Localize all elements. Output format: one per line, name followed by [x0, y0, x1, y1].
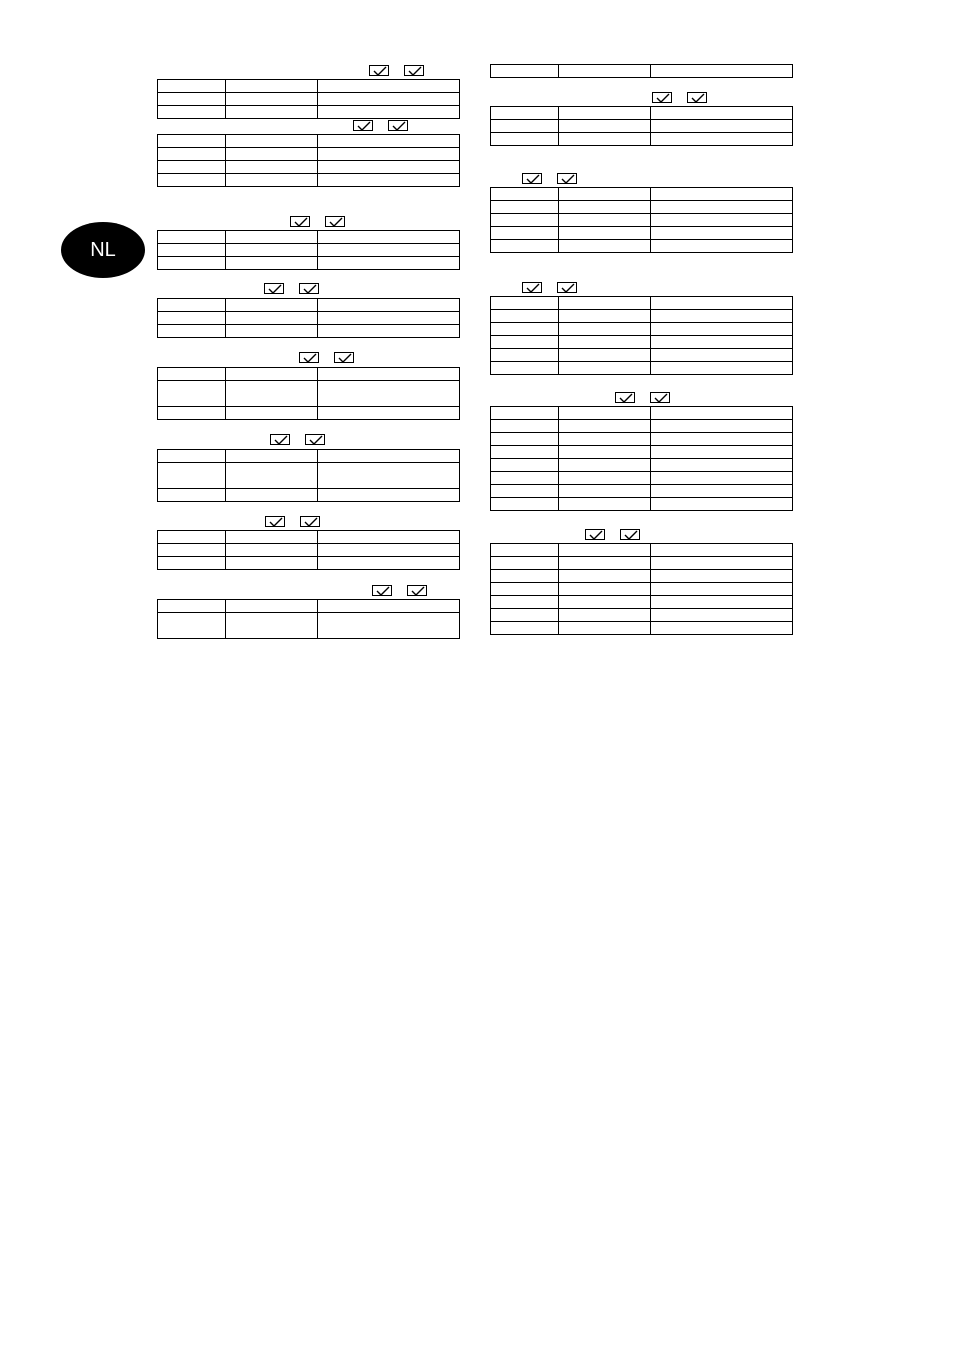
table-row — [491, 297, 793, 310]
table-row — [158, 244, 460, 257]
table-cell — [158, 407, 226, 420]
table-cell — [491, 362, 559, 375]
table-cell — [651, 583, 793, 596]
form-table — [157, 134, 460, 187]
table-cell — [559, 420, 651, 433]
form-table — [157, 530, 460, 570]
table-cell — [318, 299, 460, 312]
form-table — [157, 298, 460, 338]
table-cell — [559, 240, 651, 253]
table-cell — [158, 531, 226, 544]
table-cell — [559, 557, 651, 570]
checked-checkbox-icon — [264, 283, 284, 294]
table-cell — [651, 407, 793, 420]
table-row — [491, 485, 793, 498]
checked-checkbox-icon — [522, 173, 542, 184]
table-cell — [651, 336, 793, 349]
table-cell — [651, 420, 793, 433]
table-cell — [226, 174, 318, 187]
checked-checkbox-icon — [615, 392, 635, 403]
table-cell — [158, 325, 226, 338]
table-cell — [651, 240, 793, 253]
table-cell — [491, 446, 559, 459]
table-cell — [491, 297, 559, 310]
table-row — [491, 459, 793, 472]
table-cell — [491, 570, 559, 583]
table-cell — [651, 107, 793, 120]
table-cell — [651, 65, 793, 78]
table-row — [491, 570, 793, 583]
table-cell — [651, 544, 793, 557]
checked-checkbox-icon — [265, 516, 285, 527]
checked-checkbox-icon — [650, 392, 670, 403]
table-cell — [226, 244, 318, 257]
form-table — [490, 187, 793, 253]
table-cell — [651, 472, 793, 485]
table-cell — [651, 570, 793, 583]
table-row — [158, 557, 460, 570]
table-cell — [318, 489, 460, 502]
table-cell — [559, 323, 651, 336]
table-cell — [559, 120, 651, 133]
table-cell — [651, 297, 793, 310]
table-row — [158, 531, 460, 544]
table-cell — [158, 244, 226, 257]
form-table — [490, 64, 793, 78]
table-cell — [158, 80, 226, 93]
table-cell — [226, 463, 318, 489]
table-cell — [559, 433, 651, 446]
form-table — [490, 543, 793, 635]
checked-checkbox-icon — [620, 529, 640, 540]
table-cell — [559, 310, 651, 323]
table-cell — [559, 472, 651, 485]
table-cell — [491, 420, 559, 433]
table-cell — [318, 161, 460, 174]
table-cell — [491, 120, 559, 133]
table-row — [491, 188, 793, 201]
table-row — [158, 231, 460, 244]
table-cell — [226, 106, 318, 119]
table-cell — [651, 362, 793, 375]
table-cell — [318, 244, 460, 257]
checked-checkbox-icon — [522, 282, 542, 293]
table-row — [158, 257, 460, 270]
table-row — [491, 227, 793, 240]
table-cell — [491, 472, 559, 485]
table-cell — [559, 133, 651, 146]
table-cell — [318, 544, 460, 557]
table-cell — [491, 107, 559, 120]
table-cell — [226, 368, 318, 381]
table-cell — [559, 214, 651, 227]
checked-checkbox-icon — [334, 352, 354, 363]
table-cell — [559, 362, 651, 375]
table-cell — [559, 201, 651, 214]
table-row — [158, 544, 460, 557]
checked-checkbox-icon — [299, 283, 319, 294]
table-row — [491, 65, 793, 78]
table-cell — [226, 231, 318, 244]
table-cell — [158, 368, 226, 381]
table-cell — [318, 463, 460, 489]
table-row — [491, 323, 793, 336]
table-cell — [318, 174, 460, 187]
table-cell — [158, 463, 226, 489]
table-row — [491, 433, 793, 446]
table-row — [491, 362, 793, 375]
table-cell — [491, 609, 559, 622]
table-cell — [158, 312, 226, 325]
table-cell — [226, 381, 318, 407]
table-row — [158, 299, 460, 312]
table-cell — [318, 312, 460, 325]
table-cell — [651, 609, 793, 622]
table-cell — [226, 93, 318, 106]
language-badge-label: NL — [90, 238, 116, 261]
table-cell — [158, 489, 226, 502]
table-cell — [559, 544, 651, 557]
form-table — [490, 106, 793, 146]
table-cell — [226, 148, 318, 161]
checked-checkbox-icon — [687, 92, 707, 103]
table-cell — [318, 106, 460, 119]
table-row — [491, 336, 793, 349]
table-cell — [651, 323, 793, 336]
table-cell — [226, 299, 318, 312]
form-table — [157, 230, 460, 270]
table-cell — [491, 596, 559, 609]
table-row — [158, 174, 460, 187]
table-cell — [158, 93, 226, 106]
table-cell — [226, 450, 318, 463]
table-cell — [491, 583, 559, 596]
table-cell — [158, 231, 226, 244]
table-row — [491, 622, 793, 635]
table-cell — [318, 450, 460, 463]
table-cell — [491, 485, 559, 498]
table-cell — [491, 240, 559, 253]
table-row — [158, 463, 460, 489]
table-cell — [491, 227, 559, 240]
table-cell — [651, 498, 793, 511]
table-cell — [318, 231, 460, 244]
table-cell — [226, 161, 318, 174]
table-cell — [318, 557, 460, 570]
table-cell — [226, 557, 318, 570]
table-cell — [158, 299, 226, 312]
table-row — [491, 107, 793, 120]
table-cell — [158, 381, 226, 407]
table-row — [491, 498, 793, 511]
table-cell — [651, 622, 793, 635]
checked-checkbox-icon — [353, 120, 373, 131]
table-cell — [559, 446, 651, 459]
table-cell — [158, 174, 226, 187]
table-row — [491, 583, 793, 596]
checked-checkbox-icon — [372, 585, 392, 596]
table-cell — [491, 65, 559, 78]
table-cell — [318, 93, 460, 106]
table-row — [158, 161, 460, 174]
table-row — [158, 148, 460, 161]
table-cell — [559, 570, 651, 583]
table-row — [158, 93, 460, 106]
table-cell — [491, 201, 559, 214]
table-row — [158, 135, 460, 148]
table-row — [491, 240, 793, 253]
table-row — [491, 201, 793, 214]
table-cell — [491, 544, 559, 557]
table-cell — [226, 135, 318, 148]
table-cell — [651, 433, 793, 446]
table-cell — [559, 596, 651, 609]
table-cell — [559, 622, 651, 635]
table-cell — [158, 148, 226, 161]
table-cell — [559, 227, 651, 240]
table-cell — [491, 498, 559, 511]
table-cell — [226, 613, 318, 639]
table-cell — [651, 188, 793, 201]
checked-checkbox-icon — [299, 352, 319, 363]
table-cell — [158, 257, 226, 270]
table-row — [491, 544, 793, 557]
table-row — [158, 325, 460, 338]
form-table — [490, 406, 793, 511]
table-cell — [491, 349, 559, 362]
language-badge — [61, 222, 145, 278]
checked-checkbox-icon — [407, 585, 427, 596]
table-cell — [158, 613, 226, 639]
table-cell — [318, 600, 460, 613]
table-cell — [318, 381, 460, 407]
table-cell — [559, 459, 651, 472]
table-cell — [491, 133, 559, 146]
checked-checkbox-icon — [388, 120, 408, 131]
table-cell — [226, 407, 318, 420]
table-cell — [491, 323, 559, 336]
form-table — [157, 599, 460, 639]
checked-checkbox-icon — [290, 216, 310, 227]
table-cell — [651, 485, 793, 498]
table-cell — [559, 336, 651, 349]
table-cell — [651, 227, 793, 240]
table-cell — [651, 201, 793, 214]
form-table — [157, 79, 460, 119]
table-cell — [158, 557, 226, 570]
table-cell — [559, 107, 651, 120]
table-cell — [559, 609, 651, 622]
checked-checkbox-icon — [404, 65, 424, 76]
table-cell — [158, 450, 226, 463]
checked-checkbox-icon — [557, 173, 577, 184]
table-row — [158, 106, 460, 119]
table-cell — [491, 310, 559, 323]
table-cell — [559, 583, 651, 596]
table-cell — [491, 459, 559, 472]
table-cell — [559, 349, 651, 362]
table-row — [491, 446, 793, 459]
table-cell — [491, 433, 559, 446]
table-row — [158, 381, 460, 407]
table-row — [158, 450, 460, 463]
table-row — [491, 214, 793, 227]
table-row — [491, 596, 793, 609]
table-cell — [651, 557, 793, 570]
table-cell — [491, 214, 559, 227]
table-cell — [491, 557, 559, 570]
form-table — [490, 296, 793, 375]
table-cell — [226, 489, 318, 502]
table-cell — [318, 613, 460, 639]
table-cell — [559, 498, 651, 511]
checked-checkbox-icon — [585, 529, 605, 540]
checked-checkbox-icon — [652, 92, 672, 103]
checked-checkbox-icon — [557, 282, 577, 293]
table-cell — [318, 531, 460, 544]
table-cell — [491, 336, 559, 349]
table-cell — [158, 135, 226, 148]
table-cell — [158, 106, 226, 119]
table-cell — [318, 257, 460, 270]
table-row — [158, 489, 460, 502]
table-cell — [158, 600, 226, 613]
table-cell — [651, 120, 793, 133]
table-row — [158, 80, 460, 93]
form-table — [157, 449, 460, 502]
table-cell — [318, 80, 460, 93]
table-cell — [559, 188, 651, 201]
checked-checkbox-icon — [305, 434, 325, 445]
checked-checkbox-icon — [369, 65, 389, 76]
table-row — [158, 600, 460, 613]
table-cell — [491, 407, 559, 420]
table-row — [491, 120, 793, 133]
table-cell — [226, 80, 318, 93]
table-cell — [651, 214, 793, 227]
table-row — [491, 310, 793, 323]
table-row — [491, 472, 793, 485]
table-cell — [559, 297, 651, 310]
table-cell — [318, 407, 460, 420]
checked-checkbox-icon — [325, 216, 345, 227]
table-cell — [491, 622, 559, 635]
table-row — [158, 613, 460, 639]
table-cell — [318, 148, 460, 161]
checked-checkbox-icon — [300, 516, 320, 527]
table-cell — [559, 65, 651, 78]
table-row — [158, 368, 460, 381]
table-cell — [158, 544, 226, 557]
table-cell — [226, 312, 318, 325]
table-row — [491, 557, 793, 570]
table-row — [491, 349, 793, 362]
table-cell — [559, 407, 651, 420]
table-cell — [226, 600, 318, 613]
table-row — [491, 133, 793, 146]
table-row — [491, 420, 793, 433]
table-cell — [651, 596, 793, 609]
table-row — [491, 609, 793, 622]
form-table — [157, 367, 460, 420]
table-cell — [651, 310, 793, 323]
table-cell — [651, 459, 793, 472]
table-cell — [651, 349, 793, 362]
table-row — [491, 407, 793, 420]
table-row — [158, 312, 460, 325]
table-cell — [226, 531, 318, 544]
checked-checkbox-icon — [270, 434, 290, 445]
table-cell — [491, 188, 559, 201]
table-cell — [651, 133, 793, 146]
table-row — [158, 407, 460, 420]
table-cell — [226, 325, 318, 338]
table-cell — [318, 325, 460, 338]
table-cell — [318, 135, 460, 148]
table-cell — [318, 368, 460, 381]
table-cell — [651, 446, 793, 459]
table-cell — [226, 544, 318, 557]
table-cell — [559, 485, 651, 498]
table-cell — [226, 257, 318, 270]
table-cell — [158, 161, 226, 174]
